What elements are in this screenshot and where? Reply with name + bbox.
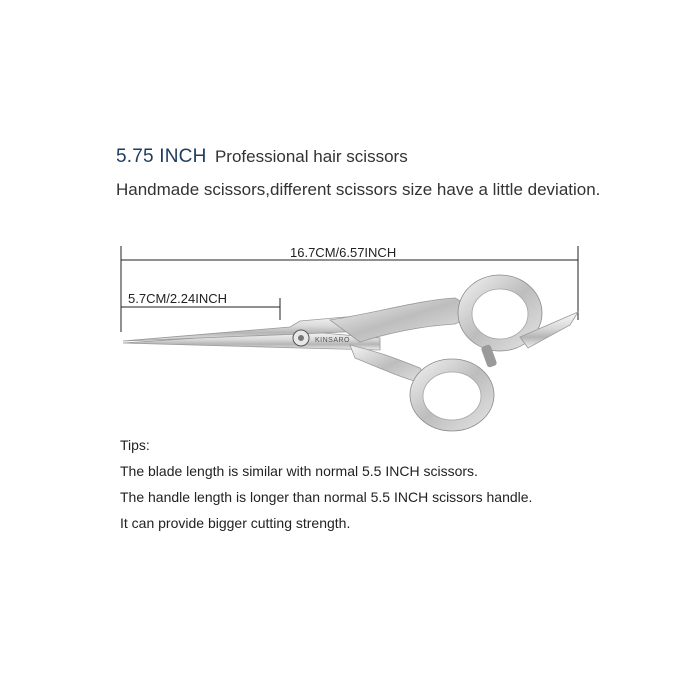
upper-handle-shank	[330, 298, 466, 342]
tips-title: Tips:	[120, 437, 150, 453]
tips-line: It can provide bigger cutting strength.	[120, 515, 351, 531]
product-description: Professional hair scissors	[214, 147, 408, 166]
total-length-label: 16.7CM/6.57INCH	[290, 245, 397, 260]
blade-length-label: 5.7CM/2.24INCH	[128, 291, 227, 306]
product-subtitle: Handmade scissors,different scissors size have a little deviation.	[116, 180, 601, 199]
tips-section	[120, 437, 532, 541]
brand-engraving: KINSARO	[315, 337, 351, 344]
product-size: 5.75 INCH	[116, 146, 207, 167]
tips-line: The blade length is similar with normal 5.5 INCH scissors.	[120, 463, 478, 479]
tips-line: The handle length is longer than normal 5.5 INCH scissors handle.	[120, 489, 533, 505]
